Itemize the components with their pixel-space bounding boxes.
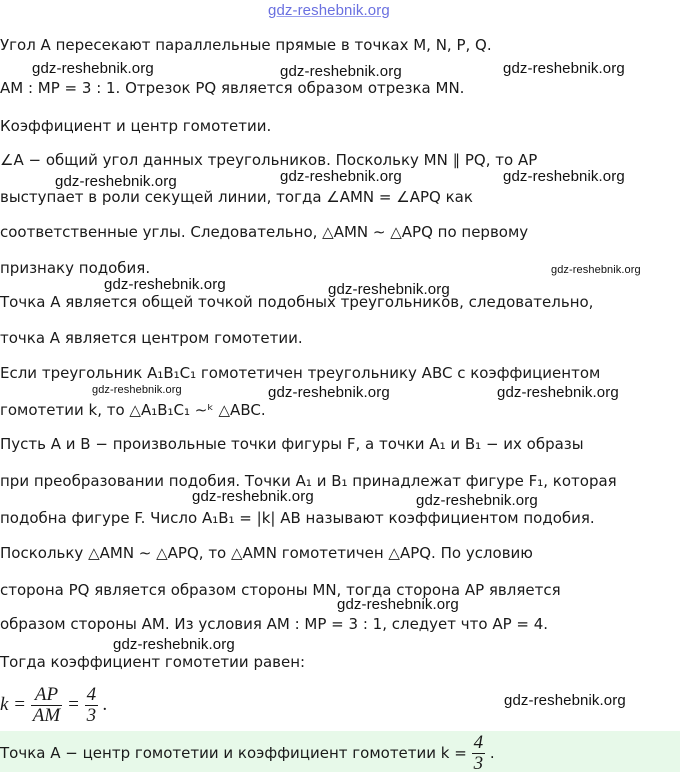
answer-fraction — [472, 733, 486, 774]
text-line-14: подобна фигуре F. Число A₁B₁ = |k| AB называют коэффициентом подобия. — [0, 509, 595, 527]
watermark: gdz-reshebnik.org — [416, 492, 538, 509]
formula-lhs: k = — [0, 694, 27, 715]
watermark: gdz-reshebnik.org — [503, 168, 625, 185]
text-line-1: Угол A пересекают параллельные прямые в точках M, N, P, Q. — [0, 36, 492, 54]
watermark: gdz-reshebnik.org — [268, 384, 390, 401]
text-line-5: выступает в роли секущей линии, тогда ∠AMN = ∠APQ как — [0, 188, 473, 206]
watermark: gdz-reshebnik.org — [280, 63, 402, 80]
text-line-17: образом стороны AM. Из условия AM : MP = 3 : 1, следует что AP = 4. — [0, 615, 549, 633]
watermark: gdz-reshebnik.org — [497, 384, 619, 401]
watermark: gdz-reshebnik.org — [280, 168, 402, 185]
watermark: gdz-reshebnik.org — [192, 488, 314, 505]
formula-fraction-2-den: 3 — [86, 705, 97, 726]
text-line-4: ∠A − общий угол данных треугольников. Поскольку MN ∥ PQ, то AP — [0, 151, 538, 169]
formula-fraction-2-num: 4 — [86, 684, 97, 705]
formula-fraction-1-num: AP — [31, 685, 62, 706]
formula-fraction-1-den: AM — [32, 705, 61, 726]
watermark: gdz-reshebnik.org — [113, 636, 235, 653]
text-line-2: AM : MP = 3 : 1. Отрезок PQ является образом отрезка MN. — [0, 79, 465, 97]
text-line-11: гомотетии k, то △A₁B₁C₁ ∼ᵏ △ABC. — [0, 401, 266, 419]
text-line-7: признаку подобия. — [0, 259, 151, 277]
text-line-15: Поскольку △AMN ∼ △APQ, то △AMN гомотетичен △APQ. По условию — [0, 544, 533, 562]
text-line-3: Коэффициент и центр гомотетии. — [0, 117, 272, 135]
watermark: gdz-reshebnik.org — [337, 596, 459, 613]
watermark: gdz-reshebnik.org — [32, 60, 154, 77]
watermark: gdz-reshebnik.org — [104, 276, 226, 293]
answer-text: Точка A − центр гомотетии и коэффициент гомотетии k = — [0, 744, 467, 762]
formula-line — [0, 684, 108, 726]
watermark: gdz-reshebnik.org — [503, 60, 625, 77]
formula-eq: = — [67, 694, 80, 715]
formula-fraction-1 — [31, 685, 62, 726]
formula-end: . — [102, 694, 108, 715]
watermark: gdz-reshebnik.org — [55, 173, 177, 190]
text-line-16: сторона PQ является образом стороны MN, тогда сторона AP является — [0, 581, 561, 599]
text-line-12: Пусть A и B − произвольные точки фигуры F, а точки A₁ и B₁ − их образы — [0, 435, 584, 453]
answer-box — [0, 731, 680, 772]
watermark: gdz-reshebnik.org — [328, 281, 450, 298]
text-line-13: при преобразовании подобия. Точки A₁ и B₁ принадлежат фигуре F₁, которая — [0, 472, 617, 490]
answer-line — [0, 733, 495, 774]
watermark: gdz-reshebnik.org — [92, 384, 182, 396]
answer-fraction-den: 3 — [473, 753, 484, 774]
text-line-18: Тогда коэффициент гомотетии равен: — [0, 653, 306, 671]
text-line-8: Точка A является общей точкой подобных треугольников, следовательно, — [0, 293, 594, 311]
text-line-10: Если треугольник A₁B₁C₁ гомотетичен треугольнику ABC с коэффициентом — [0, 364, 601, 382]
answer-fraction-num: 4 — [473, 732, 484, 753]
watermark: gdz-reshebnik.org — [504, 692, 626, 709]
watermark: gdz-reshebnik.org — [551, 264, 641, 276]
formula-fraction-2 — [85, 685, 99, 726]
text-line-6: соответственные углы. Следовательно, △AMN ∼ △APQ по первому — [0, 223, 529, 241]
answer-end: . — [489, 744, 495, 762]
text-line-9: точка A является центром гомотетии. — [0, 329, 303, 347]
top-watermark[interactable]: gdz-reshebnik.org — [268, 2, 390, 19]
